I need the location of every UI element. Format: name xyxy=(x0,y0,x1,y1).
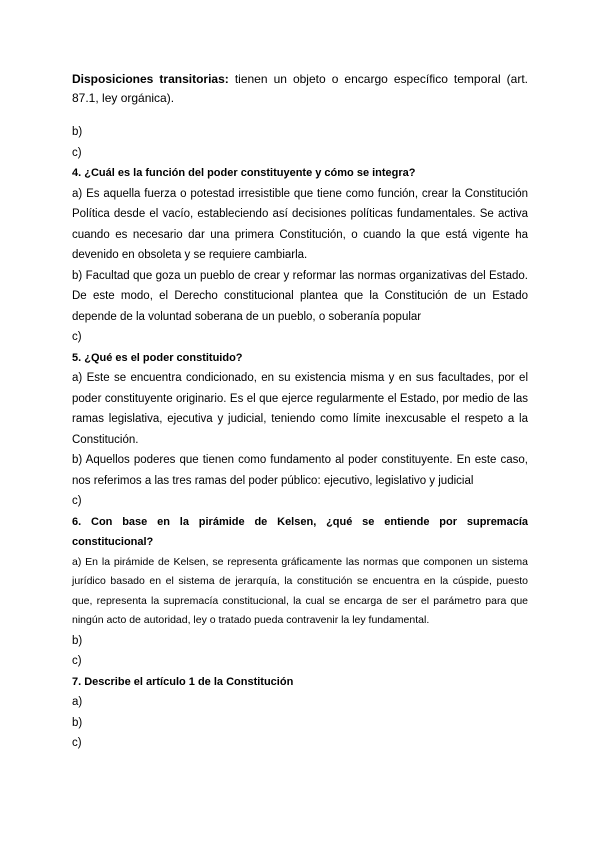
question-5: 5. ¿Qué es el poder constituido? xyxy=(72,351,243,364)
question-6-answer-c: c) xyxy=(72,655,82,667)
question-4: 4. ¿Cuál es la función del poder constituyente y cómo se integra? xyxy=(72,167,416,179)
intro-label: Disposiciones transitorias: xyxy=(72,72,229,86)
question-6-answer-a: a) En la pirámide de Kelsen, se representa gráficamente las normas que componen un sistema jurídico basado en el sistema de jerarquía, la constitución se encuentra en la cúspide, puesto que, representa la supremacía constitucional, la cual se encarga de ser el parámetro para que ningún acto de autoridad, ley o tratado pueda contravenir la ley fundamental. xyxy=(72,555,528,626)
question-7: 7. Describe el artículo 1 de la Constitución xyxy=(72,675,294,688)
question-7-answer-c: c) xyxy=(72,737,82,749)
question-4-answer-a: a) Es aquella fuerza o potestad irresistible que tiene como función, crear la Constitución Política desde el vacío, estableciendo así decisiones políticas fundamentales. Se activa cuando es necesario dar una primera Constitución, o cuando la que está vigente ha devenido en obsoleta y se requiere cambiarla. xyxy=(72,187,528,261)
question-4-answer-b: b) Facultad que goza un pueblo de crear y reformar las normas organizativas del Estado. De este modo, el Derecho constitucional plantea que la Constitución de un Estado depende de la voluntad soberana de un pueblo, o soberanía popular xyxy=(72,269,528,323)
intro-text: tienen un objeto o encargo específico temporal (art. 87.1, ley orgánica). xyxy=(72,72,529,105)
question-7-answer-a: a) xyxy=(72,696,83,708)
answer-c: c) xyxy=(72,146,82,159)
question-4-answer-c: c) xyxy=(72,331,82,343)
question-6: 6. Con base en la pirámide de Kelsen, ¿qué se entiende por supremacía constitucional? xyxy=(72,515,528,548)
question-5-answer-c: c) xyxy=(72,495,82,507)
question-6-answer-b: b) xyxy=(72,634,83,647)
question-7-answer-b: b) xyxy=(72,716,83,729)
question-5-answer-a: a) Este se encuentra condicionado, en su existencia misma y en sus facultades, por el poder constituyente originario. Es el que ejerce regularmente el Estado, por medio de las ramas legislativa, ejecutiva y judicial, teniendo como límite inexcusable el respeto a la Constitución. xyxy=(72,372,528,446)
answer-b: b) xyxy=(72,126,83,138)
document-body xyxy=(72,70,528,754)
intro-paragraph xyxy=(72,70,528,108)
question-5-answer-b: b) Aquellos poderes que tienen como fundamento al poder constituyente. En este caso, nos referimos a las tres ramas del poder público: ejecutivo, legislativo y judicial xyxy=(72,454,528,487)
